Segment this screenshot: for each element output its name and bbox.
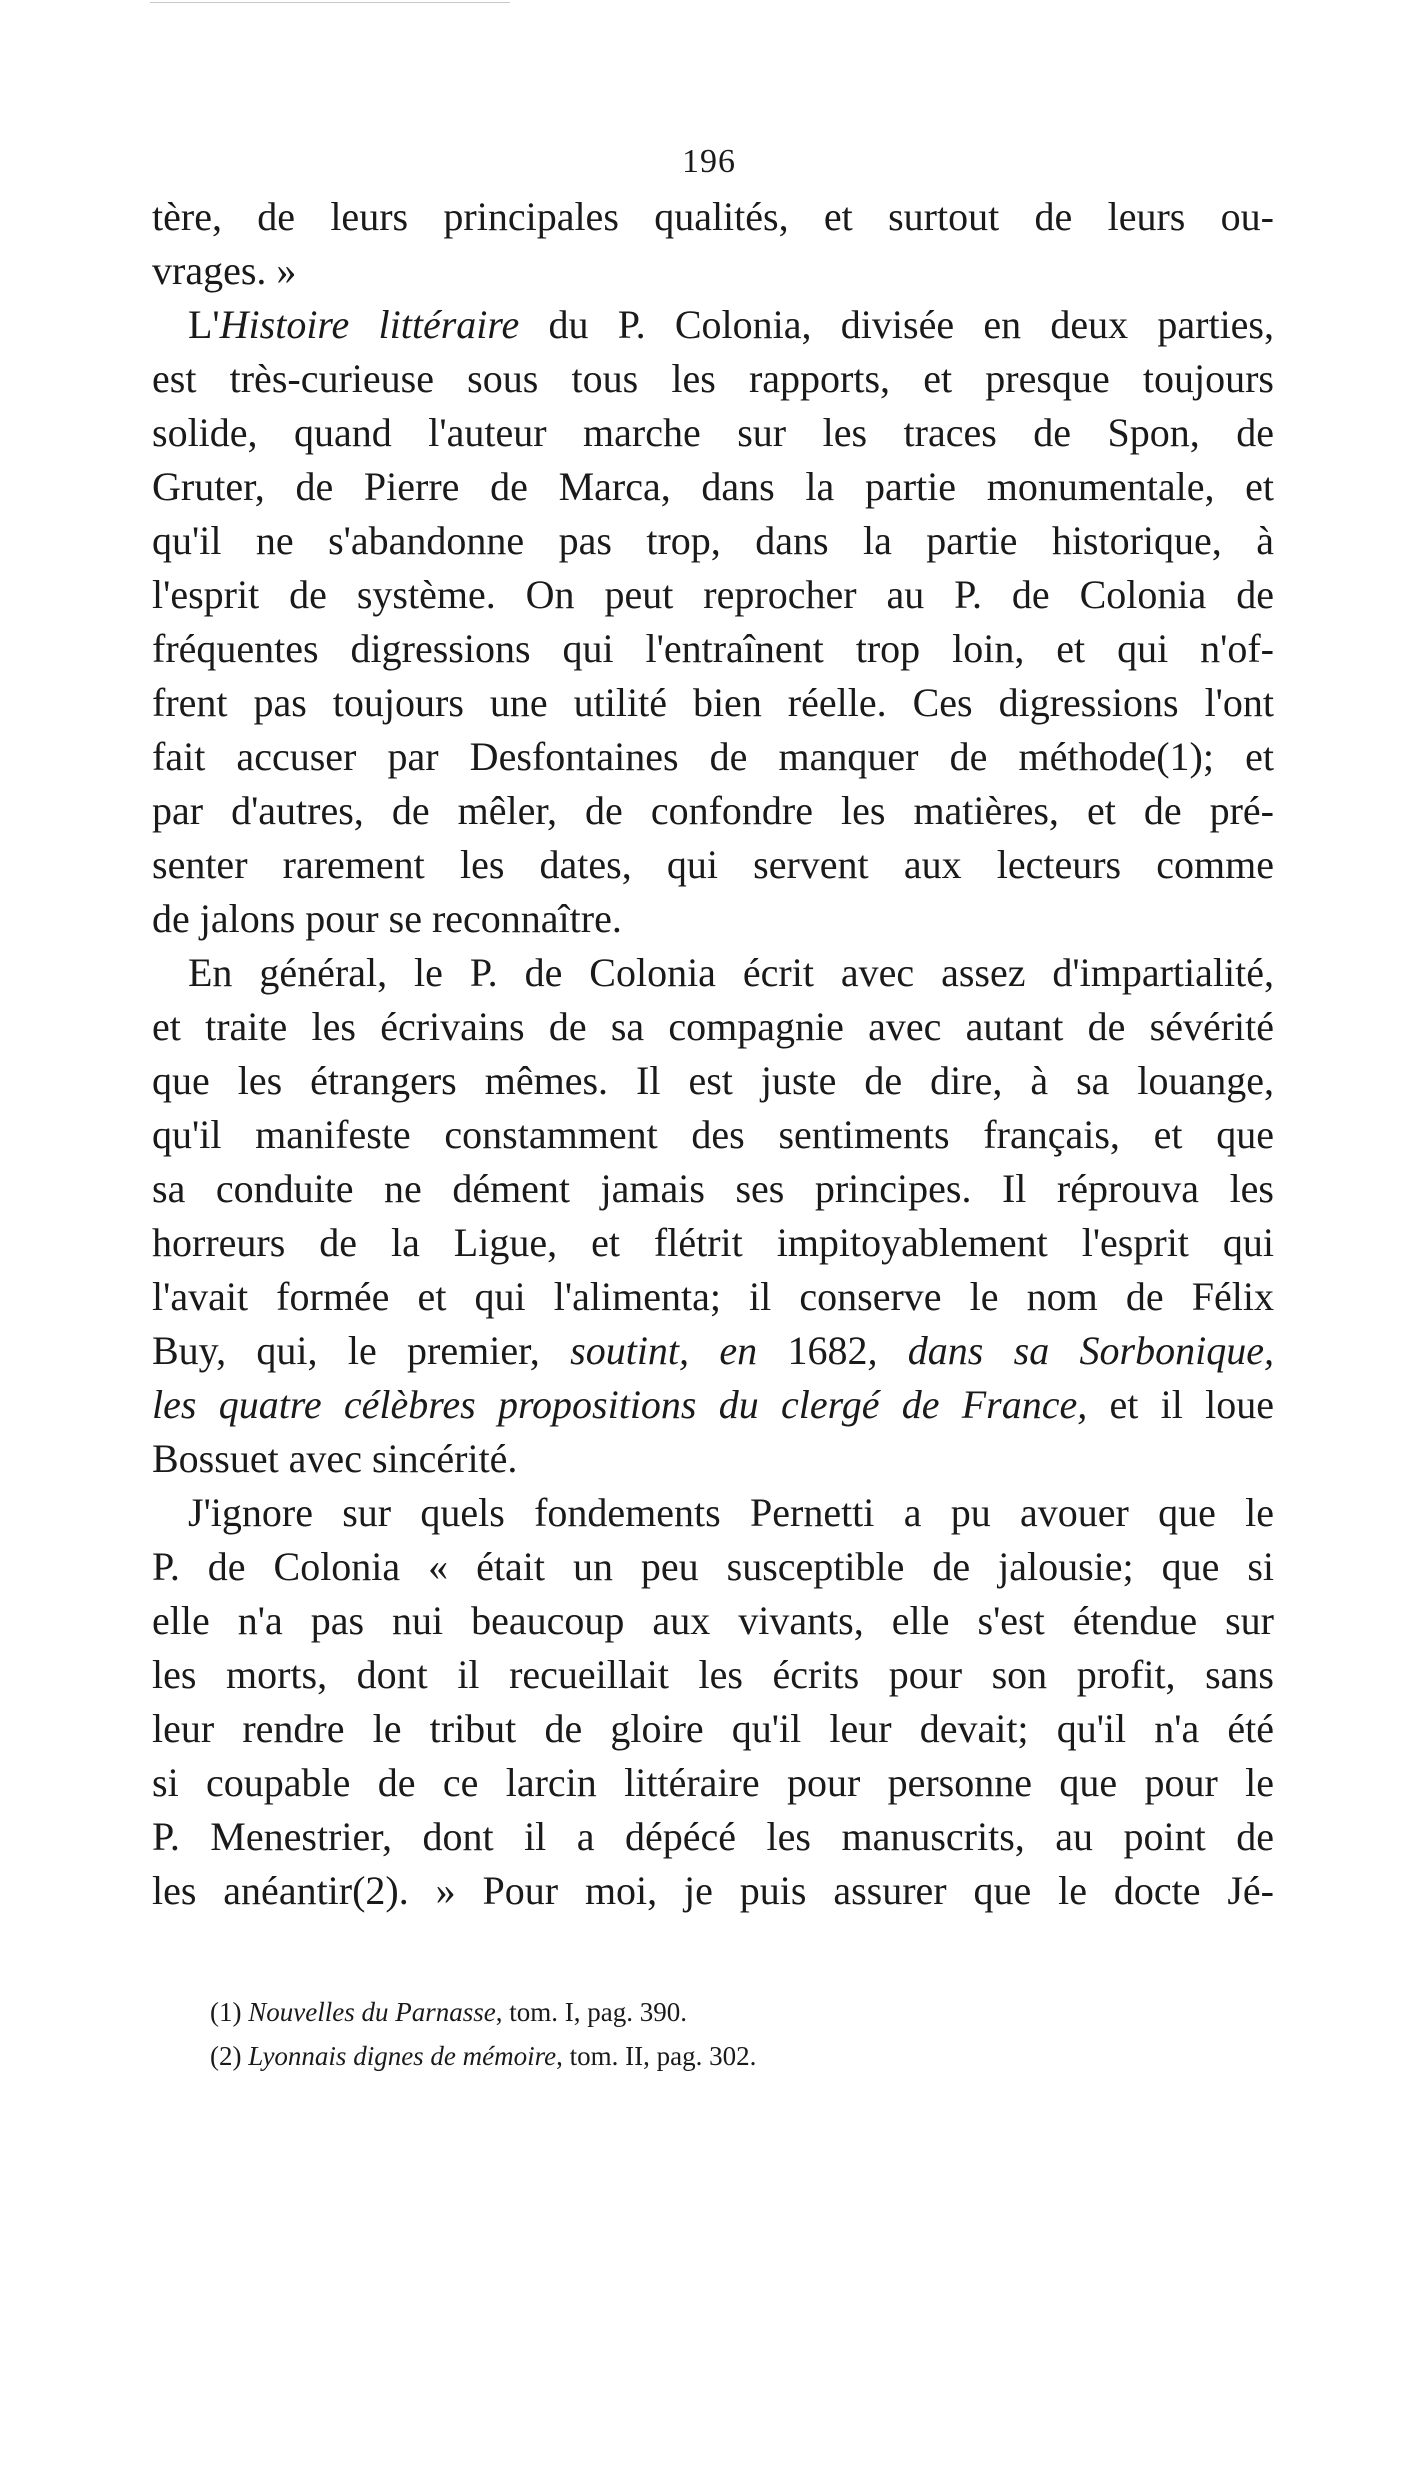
text-line [152,298,1274,352]
italic-segment: soutint, en [570,1328,758,1373]
top-edge-rule [150,2,510,3]
text-line: et traite les écrivains de sa compagnie avec autant de sévérité [152,1004,1274,1049]
text-line: sa conduite ne dément jamais ses principes. Il réprouva les [152,1166,1274,1211]
text-line: l'avait formée et qui l'alimenta; il conserve le nom de Félix [152,1274,1274,1319]
text-segment: 1682 [757,1328,868,1373]
footnote-reference: , tom. II, pag. 302. [556,2041,757,2071]
text-line: vrages. » [152,248,297,293]
footnotes [210,1990,1210,2078]
body-text [152,190,1274,1918]
text-line: leur rendre le tribut de gloire qu'il leur devait; qu'il n'a été [152,1706,1274,1751]
text-line: fait accuser par Desfontaines de manquer de méthode(1); et [152,734,1274,779]
text-line: les anéantir(2). » Pour moi, je puis assurer que le docte Jé- [152,1868,1274,1913]
text-line: les morts, dont il recueillait les écrits pour son profit, sans [152,1652,1274,1697]
text-segment: du P. Colonia, divisée en deux parties, [519,302,1274,347]
text-line: fréquentes digressions qui l'entraînent trop loin, et qui n'of- [152,626,1274,671]
text-line: senter rarement les dates, qui servent aux lecteurs comme [152,842,1274,887]
italic-segment: les quatre célèbres propositions du clergé de France, [152,1382,1088,1427]
footnote-title: Nouvelles du Parnasse [248,1997,496,2027]
italic-segment: Histoire littéraire [219,302,520,347]
text-line: frent pas toujours une utilité bien réelle. Ces digressions l'ont [152,680,1274,725]
footnote [210,2034,1210,2078]
footnote [210,1990,1210,2034]
text-line: Gruter, de Pierre de Marca, dans la partie monumentale, et [152,464,1274,509]
text-line: horreurs de la Ligue, et flétrit impitoyablement l'esprit qui [152,1220,1274,1265]
text-line: P. de Colonia « était un peu susceptible de jalousie; que si [152,1544,1274,1589]
footnote-title: Lyonnais dignes de mémoire [248,2041,557,2071]
text-segment: Buy, qui, le premier, [152,1328,571,1373]
text-line [152,1324,1274,1378]
text-line: elle n'a pas nui beaucoup aux vivants, elle s'est étendue sur [152,1598,1274,1643]
footnote-reference: , tom. I, pag. 390. [495,1997,687,2027]
text-line: tère, de leurs principales qualités, et surtout de leurs ou- [152,194,1274,239]
text-line: que les étrangers mêmes. Il est juste de dire, à sa louange, [152,1058,1274,1103]
text-line: qu'il manifeste constamment des sentiments français, et que [152,1112,1274,1157]
text-line: P. Menestrier, dont il a dépécé les manuscrits, au point de [152,1814,1274,1859]
text-line: Bossuet avec sincérité. [152,1436,518,1481]
text-line: En général, le P. de Colonia écrit avec assez d'impartialité, [188,950,1274,995]
text-segment: L' [188,302,220,347]
text-line: qu'il ne s'abandonne pas trop, dans la partie historique, à [152,518,1274,563]
page-number: 196 [682,143,736,180]
footnote-marker: (2) [210,2041,242,2071]
italic-segment: , dans sa Sorbonique, [867,1328,1274,1373]
text-line [152,1378,1274,1432]
footnote-marker: (1) [210,1997,242,2027]
text-line: par d'autres, de mêler, de confondre les matières, et de pré- [152,788,1274,833]
text-line: J'ignore sur quels fondements Pernetti a pu avouer que le [188,1490,1274,1535]
text-line: solide, quand l'auteur marche sur les traces de Spon, de [152,410,1274,455]
text-line: l'esprit de système. On peut reprocher au P. de Colonia de [152,572,1274,617]
text-segment: et il loue [1087,1382,1274,1427]
text-line: de jalons pour se reconnaître. [152,896,622,941]
text-line: est très-curieuse sous tous les rapports, et presque toujours [152,356,1274,401]
text-line: si coupable de ce larcin littéraire pour personne que pour le [152,1760,1274,1805]
